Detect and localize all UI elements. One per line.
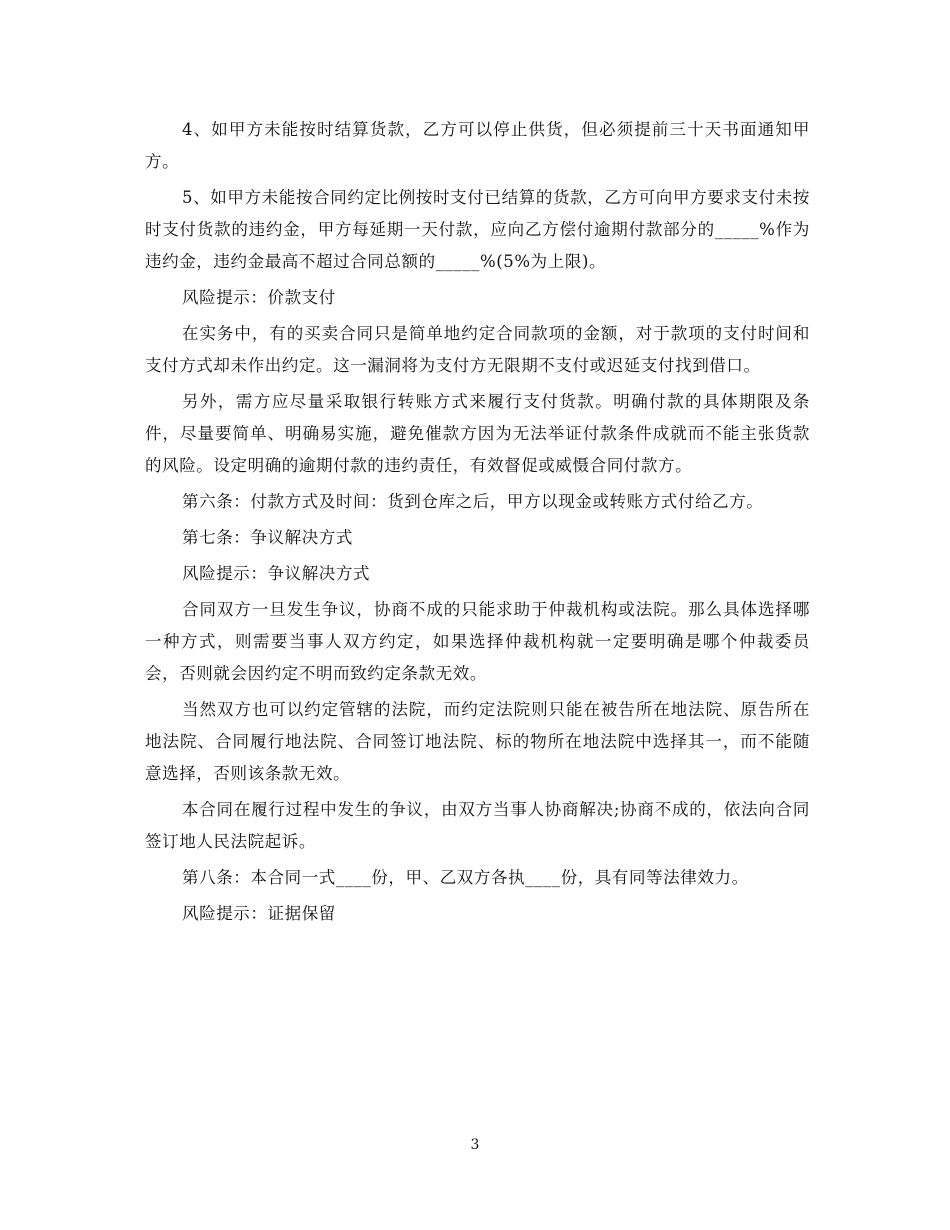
payment-practice-paragraph: 在实务中，有的买卖合同只是简单地约定合同款项的金额，对于款项的支付时间和支付方式却未作出约定。这一漏洞将为支付方无限期不支付或迟延支付找到借口。 bbox=[145, 324, 810, 375]
risk-tip-dispute-heading: 风险提示：争议解决方式 bbox=[182, 564, 371, 583]
page-number: 3 bbox=[470, 1137, 480, 1153]
court-jurisdiction-paragraph: 当然双方也可以约定管辖的法院，而约定法院则只能在被告所在地法院、原告所在地法院、合同履行地法院、合同签订地法院、标的物所在地法院中选择其一，而不能随意选择，否则该条款无效。 bbox=[145, 700, 810, 783]
risk-tip-evidence-heading: 风险提示：证据保留 bbox=[182, 904, 336, 923]
risk-tip-payment-heading: 风险提示：价款支付 bbox=[182, 288, 336, 307]
dispute-arbitration-paragraph: 合同双方一旦发生争议，协商不成的只能求助于仲裁机构或法院。那么具体选择哪一种方式，则需要当事人双方约定，如果选择仲裁机构就一定要明确是哪个仲裁委员会，否则就会因约定不明而致约定条款无效。 bbox=[145, 600, 810, 683]
bank-transfer-paragraph: 另外，需方应尽量采取银行转账方式来履行支付货款。明确付款的具体期限及条件，尽量要简单、明确易实施，避免催款方因为无法举证付款条件成就而不能主张货款的风险。设定明确的逾期付款的违约责任，有效督促或威慑合同付款方。 bbox=[145, 392, 810, 475]
article-6-paragraph: 第六条：付款方式及时间：货到仓库之后，甲方以现金或转账方式付给乙方。 bbox=[182, 492, 764, 511]
dispute-resolution-clause-paragraph: 本合同在履行过程中发生的争议，由双方当事人协商解决;协商不成的，依法向合同签订地人民法院起诉。 bbox=[145, 800, 810, 851]
document-body bbox=[145, 114, 810, 934]
article-7-heading: 第七条：争议解决方式 bbox=[182, 528, 353, 547]
clause-4-paragraph: 4、如甲方未能按时结算货款，乙方可以停止供货，但必须提前三十天书面通知甲方。 bbox=[145, 120, 810, 171]
article-8-paragraph: 第八条：本合同一式____份，甲、乙双方各执____份，具有同等法律效力。 bbox=[182, 868, 749, 887]
clause-5-paragraph: 5、如甲方未能按合同约定比例按时支付已结算的货款，乙方可向甲方要求支付未按时支付货款的违约金，甲方每延期一天付款，应向乙方偿付逾期付款部分的_____%作为违约金，违约金最高不超过合同总额的_____%(5%为上限)。 bbox=[145, 188, 810, 271]
